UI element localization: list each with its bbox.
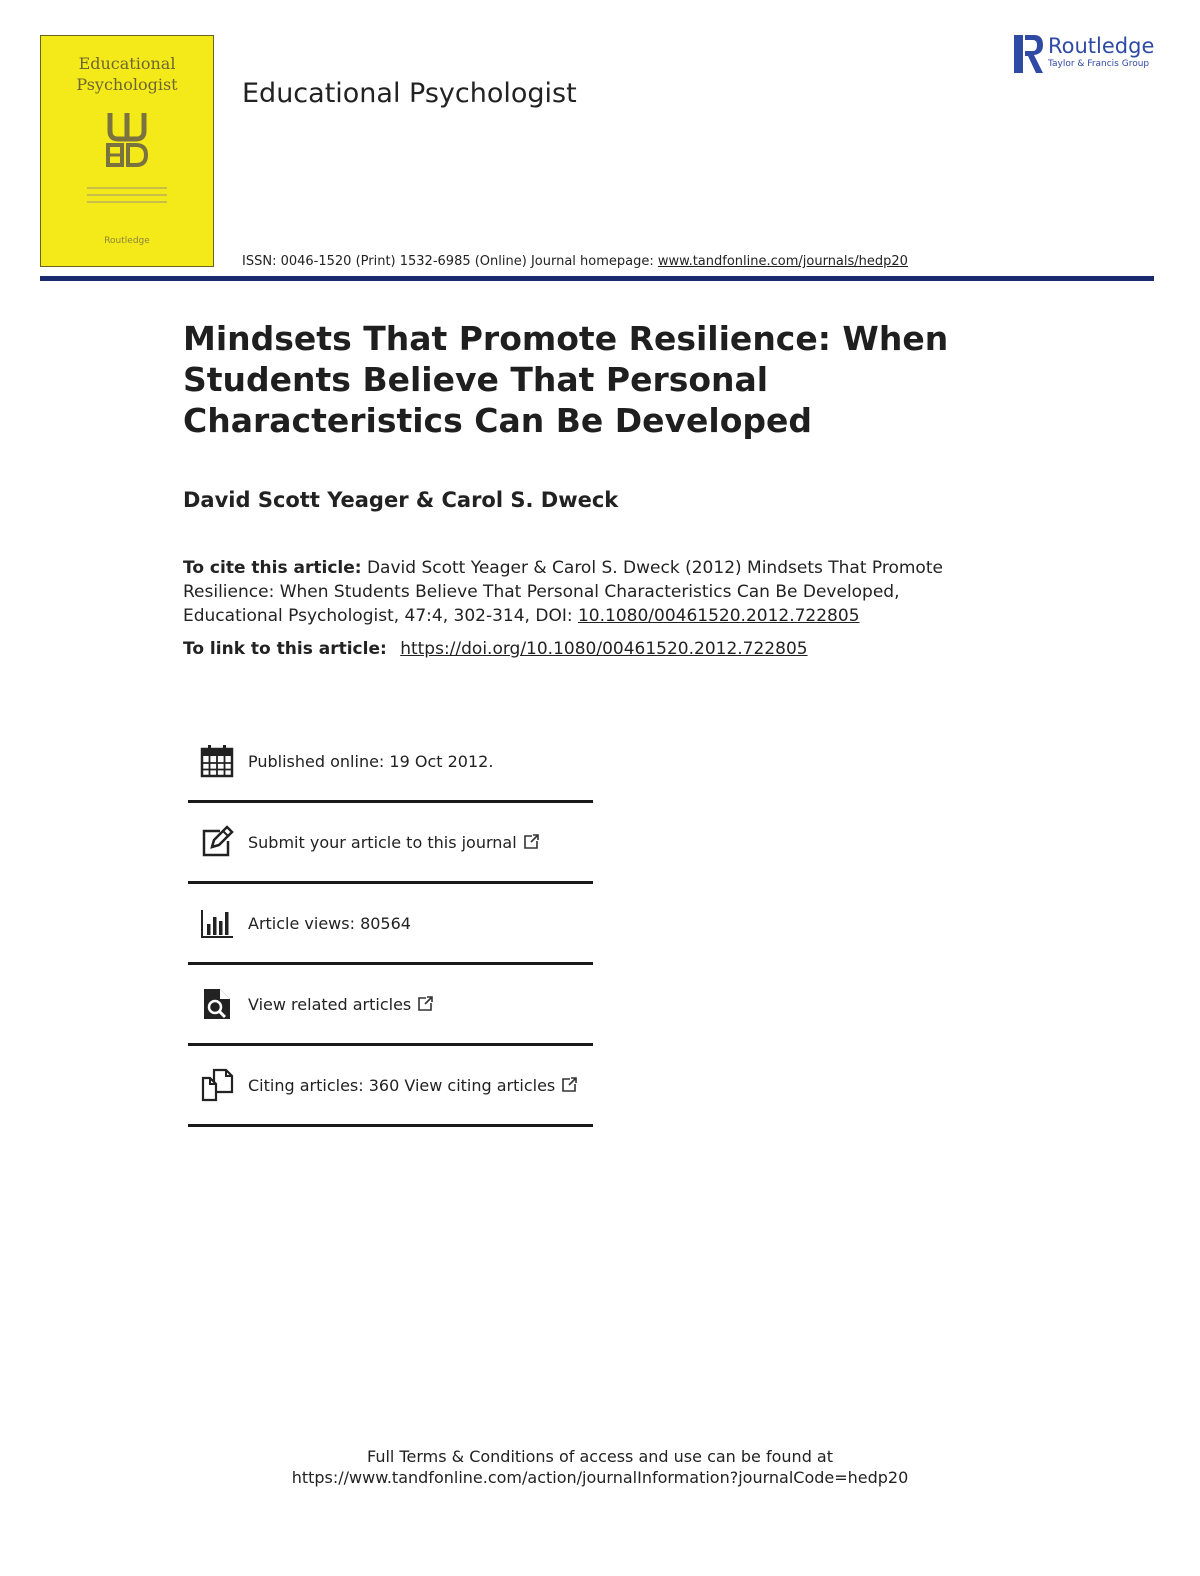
cover-decoration	[87, 187, 167, 203]
citation-label: To cite this article:	[183, 558, 362, 578]
related-articles-link[interactable]	[248, 995, 434, 1014]
published-online-text: Published online: 19 Oct 2012.	[248, 751, 494, 771]
submit-article-text: Submit your article to this journal	[248, 832, 517, 852]
edit-icon	[200, 825, 234, 859]
cover-logo-icon	[102, 109, 152, 169]
header-divider	[40, 276, 1154, 281]
citation-block	[183, 556, 983, 628]
related-articles-text: View related articles	[248, 994, 412, 1014]
publisher-logo[interactable]	[1014, 33, 1154, 75]
footer-terms-link[interactable]: https://www.tandfonline.com/action/journalInformation?journalCode=hedp20	[291, 1468, 909, 1487]
submit-article-link[interactable]	[248, 833, 540, 852]
journal-name: Educational Psychologist	[242, 78, 577, 109]
cover-publisher: Routledge	[104, 236, 150, 246]
journal-homepage-link[interactable]: www.tandfonline.com/journals/hedp20	[657, 254, 908, 269]
footer-line1: Full Terms & Conditions of access and use can be found at	[366, 1447, 834, 1466]
cover-title-line2: Psychologist	[76, 75, 178, 94]
citing-articles-item[interactable]	[188, 1046, 593, 1127]
journal-cover	[40, 35, 214, 267]
doi-link[interactable]: 10.1080/00461520.2012.722805	[577, 606, 860, 626]
article-views-text: Article views: 80564	[248, 913, 411, 933]
article-info-list	[188, 722, 593, 1127]
submit-article-item[interactable]	[188, 803, 593, 884]
citing-articles-text: Citing articles: 360 View citing articles	[248, 1075, 556, 1095]
article-views-item	[188, 884, 593, 965]
issn-text: ISSN: 0046-1520 (Print) 1532-6985 (Online) Journal homepage:	[242, 254, 658, 269]
citation-text: David Scott Yeager & Carol S. Dweck (2012) Mindsets That Promote Resilience: When Students Believe That Personal Characteristics Can Be Developed, Educational Psychologist, 47:4, 302-314, DOI:	[183, 558, 943, 626]
publisher-tagline: Taylor & Francis Group	[1048, 59, 1150, 69]
external-link-icon	[561, 1076, 578, 1093]
external-link-icon	[417, 995, 434, 1012]
search-document-icon	[200, 987, 234, 1021]
terms-footer	[0, 1446, 1200, 1488]
calendar-icon	[200, 744, 234, 778]
article-doi-url[interactable]: https://doi.org/10.1080/00461520.2012.722805	[400, 639, 808, 659]
article-authors: David Scott Yeager & Carol S. Dweck	[183, 488, 619, 512]
article-title: Mindsets That Promote Resilience: When Students Believe That Personal Characteristics Can Be Developed	[183, 319, 949, 440]
citing-articles-link[interactable]	[248, 1076, 578, 1095]
copy-icon	[200, 1068, 234, 1102]
cover-title	[41, 53, 213, 95]
cover-title-line1: Educational	[78, 54, 176, 73]
link-label: To link to this article:	[183, 639, 387, 659]
publisher-name: Routledge	[1048, 34, 1155, 58]
routledge-logo-icon	[1014, 33, 1044, 75]
external-link-icon	[523, 833, 540, 850]
issn-line	[242, 254, 908, 269]
bar-chart-icon	[200, 906, 234, 940]
published-online-item	[188, 722, 593, 803]
article-link-row	[183, 639, 808, 659]
related-articles-item[interactable]	[188, 965, 593, 1046]
